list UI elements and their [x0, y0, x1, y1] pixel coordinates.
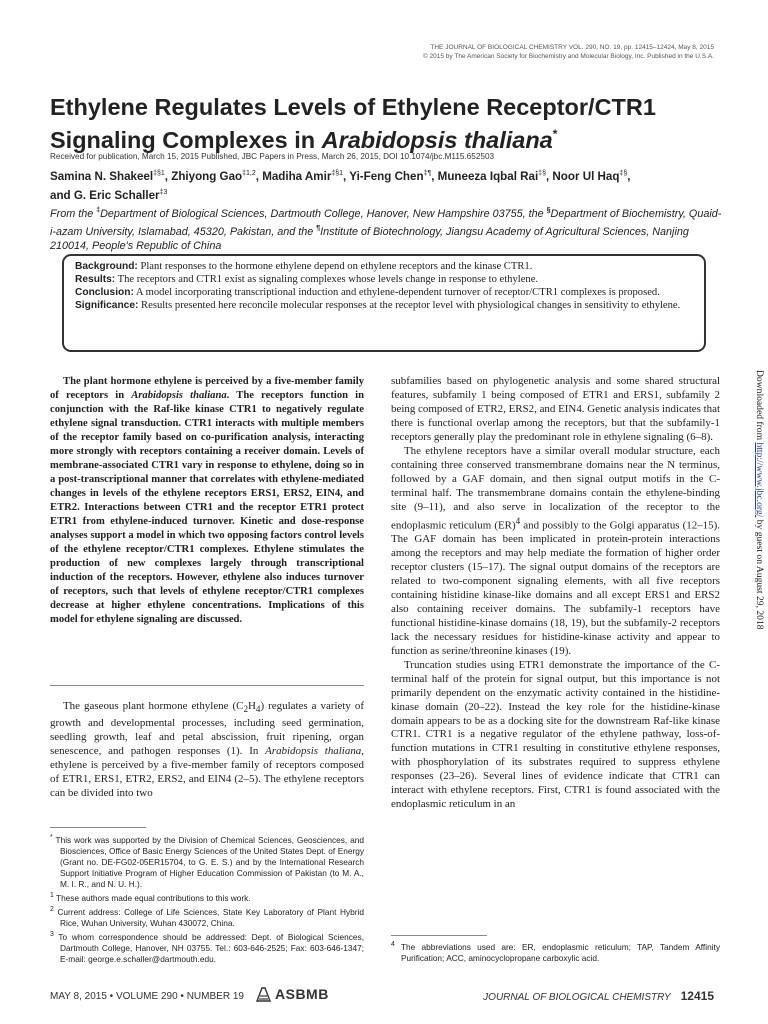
page-number: 12415: [680, 989, 714, 1003]
right-column-text: [391, 375, 720, 812]
author[interactable]: Madiha Amir$^{\ddagger\S 1}$: [262, 170, 344, 183]
article-title: [50, 94, 710, 154]
footnote: * This work was supported by the Division of Chemical Sciences, Geosciences, and Biosciences, Office of Basic Energy Sciences of the United States Dept. of Energy (Grant no. DE-FG02-05ER15704, to G. E. S.) and by the International Research Support Initiative Program of Higher Education Commission of Pakistan (to M. A., M. I. R., and N. U. H.).: [50, 834, 364, 890]
footer-issue-info: MAY 8, 2015 • VOLUME 290 • NUMBER 19: [50, 991, 244, 1002]
footnote: $^1$ These authors made equal contributions to this work.: [50, 892, 251, 903]
asbmb-logo: ASBMB: [256, 985, 329, 1003]
abstract-results: Results: The receptors and CTR1 exist as signaling complexes whose levels change in response to ethylene.: [75, 274, 539, 286]
title-footnote-mark: *: [552, 127, 558, 141]
author[interactable]: Samina N. Shakeel$^{\ddagger\S 1}$: [50, 170, 165, 183]
footnote: $^2$ Current address: College of Life Sciences, State Key Laboratory of Plant Hybrid Rice, Wuhan University, Wuhan 430072, China.: [50, 906, 364, 928]
footnote-divider: [50, 827, 146, 828]
journal-header-line1: THE JOURNAL OF BIOLOGICAL CHEMISTRY VOL. 290, NO. 19, pp. 12415–12424, May 8, 2015: [430, 44, 714, 51]
jbc-link[interactable]: http://www.jbc.org/: [754, 442, 765, 518]
paragraph: subfamilies based on phylogenetic analysis and some shared structural features, subfamily 1 being composed of ETR1 and ERS1, subfamily 2 being composed of ETR2, ERS2, and EIN4. Genetic analysis indicates that there is functional overlap among the receptors, but that the subfamily-1 receptors generally play the predominant role in ethylene signaling (6–8).: [391, 375, 720, 443]
received-line: Received for publication, March 15, 2015 Published, JBC Papers in Press, March 26, 2015, DOI 10.1074/jbc.M115.652503: [50, 152, 495, 161]
author[interactable]: and G. Eric Schaller$^{\ddagger 3}$: [50, 189, 168, 202]
author-list: Samina N. Shakeel$^{\ddagger\S 1}$, Zhiyong Gao$^{\ddagger 1,2}$, Madiha Amir$^{\ddagger\S 1}$, Yi-Feng Chen‡¶, Muneeza Iqbal Rai‡§, Noor Ul Haq‡§, and G. Eric Schaller$^{\ddagger 3}$: [50, 170, 631, 202]
author[interactable]: Noor Ul Haq‡§: [552, 170, 628, 183]
author[interactable]: Zhiyong Gao$^{\ddagger 1,2}$: [171, 170, 256, 183]
paragraph: Truncation studies using ETR1 demonstrate the importance of the C-terminal half of the protein for signal output, but this importance is not primarily dependent on the enzymatic activity contained in the histidine-kinase domain (20–22). Instead the key role for the histidine-kinase domain appears to be as a docking site for the downstream Raf-like kinase CTR1. CTR1 is a negative regulator of the ethylene pathway, loss-of-function mutations in CTR1 resulting in constitutive ethylene responses, with phosphorylation of its substrates required to suppress ethylene responses (23–26). Several lines of evidence indicate that CTR1 can interact with ethylene receptors. First, CTR1 is found associated with the endoplasmic reticulum in an: [391, 658, 720, 811]
asbmb-logo-icon: [256, 986, 272, 1002]
abstract-conclusion: Conclusion: A model incorporating transcriptional induction and ethylene-dependent turnover of receptor/CTR1 complexes is proposed.: [75, 287, 660, 299]
footnotes-left: [50, 832, 364, 965]
title-species: Arabidopsis thaliana: [321, 127, 553, 153]
footer-journal-page: [483, 989, 714, 1003]
summary-paragraph: The plant hormone ethylene is perceived by a five-member family of receptors in Arabidopsis thaliana. The receptors function in conjunction with the Raf-like kinase CTR1 to negatively regulate ethylene signal transduction. CTR1 interacts with multiple members of the receptor family based on co-purification analysis, interacting more strongly with receptors containing a receiver domain. Levels of membrane-associated CTR1 vary in response to ethylene, doing so in a post-transcriptional manner that correlates with ethylene-mediated changes in levels of the ethylene receptors ERS1, ERS2, EIN4, and ETR2. Interactions between CTR1 and the receptor ETR1 protect ETR1 from ethylene-induced turnover. Kinetic and dose-response analyses support a model in which two opposing factors control levels of the ethylene receptor/CTR1 complexes. Ethylene stimulates the production of new complexes largely through transcriptional induction of the receptors. However, ethylene also induces turnover of receptors, such that levels of ethylene receptor/CTR1 complexes decrease at higher ethylene concentrations. Implications of this model for ethylene signaling are discussed.: [50, 376, 364, 625]
abstract-significance: Significance: Results presented here reconcile molecular responses at the receptor level with physiological changes in sensitivity to ethylene.: [75, 300, 681, 312]
abstract-background: Background: Plant responses to the hormone ethylene depend on ethylene receptors and the kinase CTR1.: [75, 261, 533, 272]
affiliations: From the ‡Department of Biological Sciences, Dartmouth College, Hanover, New Hampshire 03755, the §Department of Biochemistry, Quaid-i-azam University, Islamabad, 45320, Pakistan, and the ¶Institute of Biotechnology, Jiangsu Academy of Agricultural Sciences, Nanjing 210014, People's Republic of China: [50, 207, 722, 252]
author[interactable]: Yi-Feng Chen‡¶: [349, 170, 432, 183]
title-line1: Ethylene Regulates Levels of Ethylene Receptor/CTR1: [50, 94, 656, 120]
journal-header: [294, 43, 714, 61]
intro-paragraph: The gaseous plant hormone ethylene $(C_2H_4)$ regulates a variety of growth and developmental processes, including seed germination, seedling growth, leaf and petal abscission, fruit ripening, organ senescence, and pathogen responses (1). In Arabidopsis thaliana, ethylene is perceived by a five-member family of receptors composed of ETR1, ERS1, ETR2, ERS2, and EIN4 (2–5). The ethylene receptors can be divided into two: [50, 700, 364, 799]
footnote: $^3$ To whom correspondence should be addressed: Dept. of Biological Sciences, Dartmouth College, Hanover, NH 03755. Tel.: 603-646-2525; Fax: 603-646-1347; E-mail: george.e.schaller@dartmouth.edu.: [50, 931, 364, 964]
paragraph: The ethylene receptors have a similar overall modular structure, each containing three conserved transmembrane domains near the N terminus, followed by a GAF domain, and then signal output motifs in the C-terminal half. The transmembrane domains contain the ethylene-binding site (9–11), and also serve in localization of the receptor to the endoplasmic reticulum (ER)$^4$ and possibly to the Golgi apparatus (12–15). The GAF domain has been implicated in protein-protein interactions among the receptors and may help mediate the formation of higher order receptor clusters (15–17). The signal output domains of the receptors are related to two-component signaling elements, with all five receptors containing histidine kinase-like domains and all except ERS1 and ERS2 also containing receiver domains. The subfamily-1 receptors have functional histidine-kinase domains (18, 19), but the subfamily-2 receptors lack the necessary residues for histidine-kinase activity and appear to function as serine/threonine kinases (19).: [391, 444, 720, 657]
divider: [50, 685, 364, 686]
footnote-divider: [391, 935, 487, 936]
structured-abstract-box: [62, 254, 706, 352]
author[interactable]: Muneeza Iqbal Rai‡§: [437, 170, 546, 183]
footer-journal-name: JOURNAL OF BIOLOGICAL CHEMISTRY: [483, 992, 671, 1003]
title-line2: Signaling Complexes in: [50, 127, 322, 153]
download-notice: Downloaded from http://www.jbc.org/ by guest on August 29, 2018: [754, 370, 765, 630]
footnote-right: $^4$ The abbreviations used are: ER, endoplasmic reticulum; TAP, Tandem Affinity Purification; ACC, aminocyclopropane carboxylic acid.: [391, 941, 720, 963]
journal-header-line2: © 2015 by The American Society for Biochemistry and Molecular Biology, Inc. Published in the U.S.A.: [422, 53, 714, 60]
